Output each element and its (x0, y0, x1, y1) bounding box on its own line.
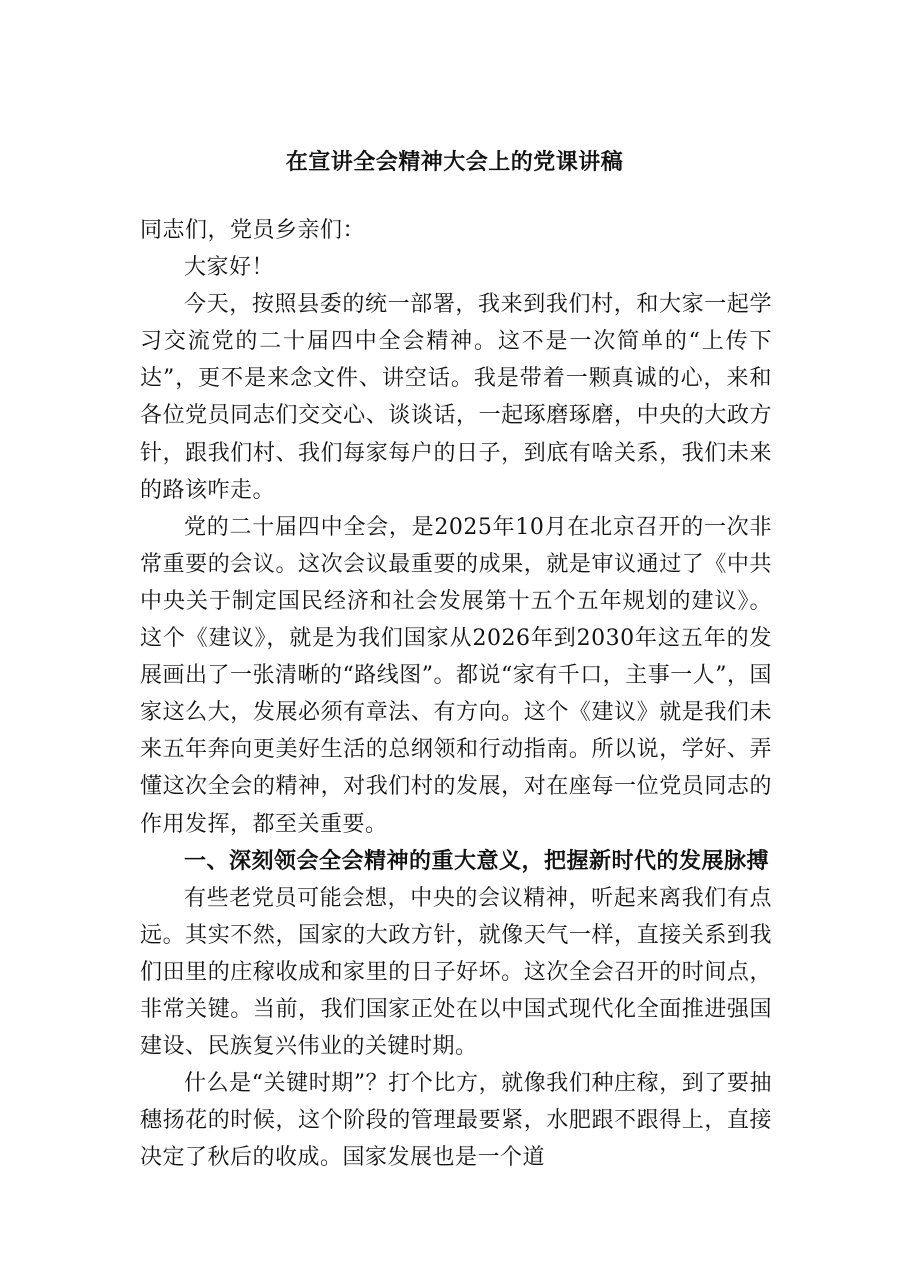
salutation: 同志们，党员乡亲们： (140, 218, 366, 243)
section1-paragraph: 什么是“关键时期”？打个比方，就像我们种庄稼，到了要抽穗扬花的时候，这个阶段的管理最要紧，水肥跟不跟得上，直接决定了秋后的收成。国家发展也是一个道 (140, 1071, 772, 1171)
section1-paragraph: 有些老党员可能会想，中央的会议精神，听起来离我们有点远。其实不然，国家的大政方针，就像天气一样，直接关系到我们田里的庄稼收成和家里的日子好坏。这次全会召开的时间点，非常关键。当前，我们国家正处在以中国式现代化全面推进强国建设、民族复兴伟业的关键时期。 (140, 885, 772, 1060)
greeting: 大家好！ (184, 255, 275, 281)
paragraph-plenum: 党的二十届四中全会，是2025年10月在北京召开的一次非常重要的会议。这次会议最重要的成果，就是审议通过了《中共中央关于制定国民经济和社会发展第十五个五年规划的建议》。这个《建议》，就是为我们国家从2026年到2030年这五年的发展画出了一张清晰的“路线图”。都说“家有千口，主事一人”，国家这么大，发展必须有章法、有方向。这个《建议》就是我们未来五年奔向更美好生活的总纲领和行动指南。所以说，学好、弄懂这次全会的精神，对我们村的发展，对在座每一位党员同志的作用发挥，都至关重要。 (140, 514, 772, 837)
document-body (140, 212, 772, 1176)
paragraph-intro: 今天，按照县委的统一部署，我来到我们村，和大家一起学习交流党的二十届四中全会精神。这不是一次简单的“上传下达”，更不是来念文件、讲空话。我是带着一颗真诚的心，来和各位党员同志们交交心、谈谈话，一起琢磨琢磨，中央的大政方针，跟我们村、我们每家每户的日子，到底有啥关系，我们未来的路该咋走。 (140, 292, 772, 503)
document-title: 在宣讲全会精神大会上的党课讲稿 (285, 149, 624, 175)
section-heading-1: 一、深刻领会全会精神的重大意义，把握新时代的发展脉搏 (184, 847, 770, 874)
